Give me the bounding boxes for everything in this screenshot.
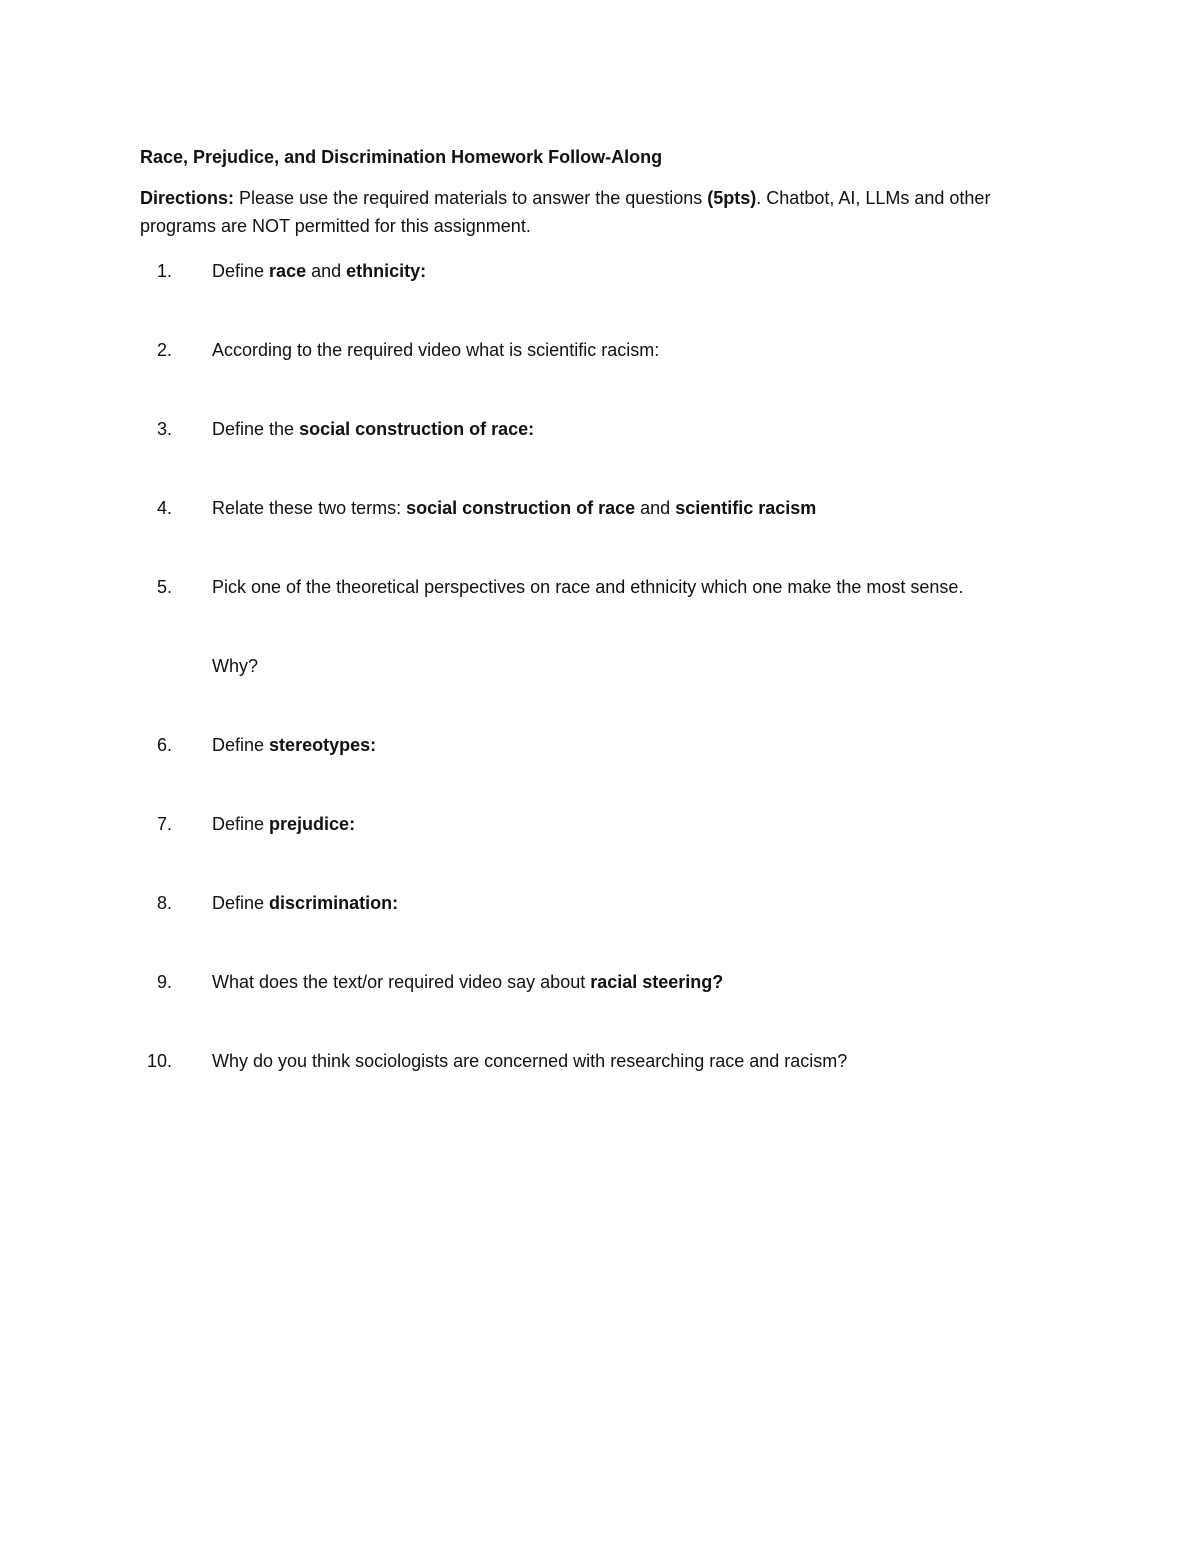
question-number-text: 5. xyxy=(156,577,172,597)
question-text-run: Define xyxy=(212,735,270,755)
question-text xyxy=(212,257,426,285)
question-keyword: discrimination: xyxy=(269,893,399,913)
question-text-run: Define xyxy=(212,261,270,281)
directions-paragraph xyxy=(140,184,1060,240)
directions-text-2: . Chatbot, AI, LLMs and other programs are NOT permitted for this assignment. xyxy=(140,188,991,236)
question-number-text: 6. xyxy=(156,735,172,755)
document-header xyxy=(140,143,1060,240)
question-text xyxy=(212,573,963,601)
question-text xyxy=(212,731,376,759)
question-number-text: 3. xyxy=(156,419,172,439)
question-text-run: Why do you think sociologists are concerned with researching race and racism? xyxy=(212,1051,848,1071)
question-text-run: Define the xyxy=(212,419,300,439)
question-keyword: stereotypes: xyxy=(269,735,377,755)
directions-text-1: Please use the required materials to answer the questions xyxy=(234,188,708,208)
question-item xyxy=(140,336,1060,364)
question-text xyxy=(212,1047,847,1075)
question-item xyxy=(140,573,1060,601)
question-keyword: scientific racism xyxy=(675,498,817,518)
question-item xyxy=(140,415,1060,443)
question-text xyxy=(212,968,723,996)
document-title: Race, Prejudice, and Discrimination Homework Follow-Along xyxy=(140,147,663,167)
question-number-text: 1. xyxy=(156,261,172,281)
question-number-text: 8. xyxy=(156,893,172,913)
question-item xyxy=(140,731,1060,759)
directions-points: (5pts) xyxy=(707,188,757,208)
question-text xyxy=(212,889,398,917)
question-keyword: ethnicity: xyxy=(346,261,427,281)
question-number-text: 4. xyxy=(156,498,172,518)
question-item xyxy=(140,810,1060,838)
question-keyword: race xyxy=(269,261,307,281)
question-number-text: 2. xyxy=(156,340,172,360)
question-text-run: Define xyxy=(212,893,270,913)
question-text-run: Relate these two terms: xyxy=(212,498,407,518)
question-item xyxy=(140,889,1060,917)
question-item xyxy=(140,1047,1060,1075)
question-text-run: Pick one of the theoretical perspectives on race and ethnicity which one make the most sense. xyxy=(212,577,964,597)
question-item xyxy=(140,968,1060,996)
question-item xyxy=(140,257,1060,285)
question-text xyxy=(212,810,355,838)
question-number-text: 9. xyxy=(156,972,172,992)
question-keyword: prejudice: xyxy=(269,814,356,834)
question-text-run: According to the required video what is scientific racism: xyxy=(212,340,660,360)
question-text xyxy=(212,494,816,522)
question-text-run: Define xyxy=(212,814,270,834)
question-keyword: social construction of race: xyxy=(299,419,535,439)
question-keyword: social construction of race xyxy=(406,498,636,518)
question-follow-up xyxy=(140,652,1060,680)
question-text-run: and xyxy=(306,261,347,281)
directions-label: Directions: xyxy=(140,188,235,208)
question-text xyxy=(212,336,659,364)
question-text-run: What does the text/or required video say about xyxy=(212,972,591,992)
question-keyword: racial steering? xyxy=(590,972,724,992)
question-item xyxy=(140,494,1060,522)
question-text xyxy=(212,415,534,443)
question-number-text: 10. xyxy=(146,1051,172,1071)
question-text-run: and xyxy=(635,498,676,518)
question-number-text: 7. xyxy=(156,814,172,834)
follow-up-text: Why? xyxy=(212,656,259,676)
